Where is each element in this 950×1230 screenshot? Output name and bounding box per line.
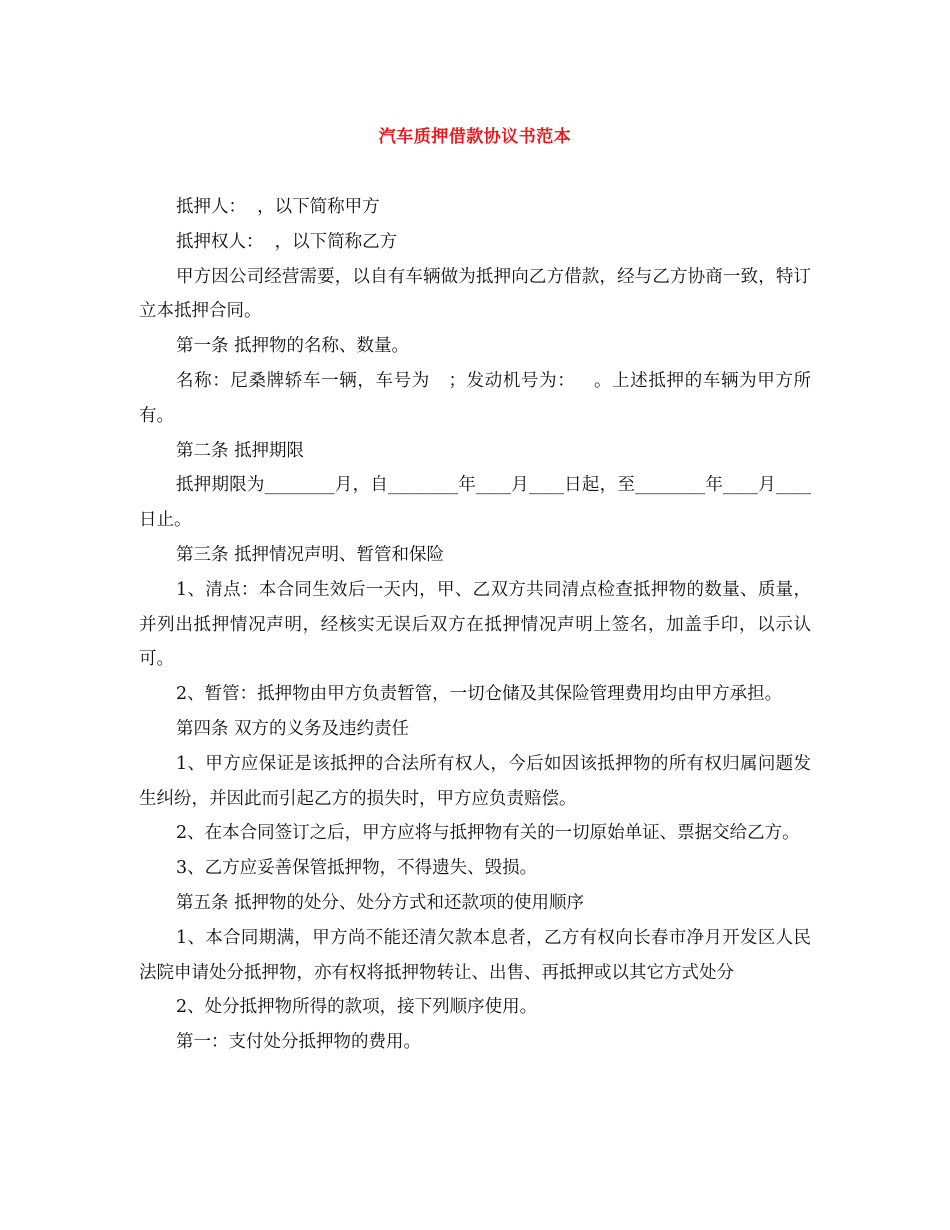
paragraph-intro: 甲方因公司经营需要，以自有车辆做为抵押向乙方借款，经与乙方协商一致，特订立本抵押合同。 (139, 266, 811, 322)
document-title: 汽车质押借款协议书范本 (378, 127, 572, 147)
article-4-item-2: 2、在本合同签订之后，甲方应将与抵押物有关的一切原始单证、票据交给乙方。 (176, 823, 800, 844)
article-1-heading: 第一条 抵押物的名称、数量。 (176, 336, 410, 357)
document-body (139, 190, 811, 1060)
article-5-heading: 第五条 抵押物的处分、处分方式和还款项的使用顺序 (176, 892, 585, 913)
article-4-item-3: 3、乙方应妥善保管抵押物，不得遗失、毁损。 (176, 858, 538, 879)
paragraph-pledger: 抵押人： ，以下简称甲方 (176, 197, 380, 217)
paragraph-pledgee: 抵押权人： ，以下简称乙方 (176, 231, 398, 252)
article-4-item-1: 1、甲方应保证是该抵押的合法所有权人，今后如因该抵押物的所有权归属问题发生纠纷，并因此而引起乙方的损失时，甲方应负责赔偿。 (139, 753, 811, 809)
article-3-item-2: 2、暂管：抵押物由甲方负责暂管，一切仓储及其保险管理费用均由甲方承担。 (176, 684, 783, 705)
article-3-item-1: 1、清点：本合同生效后一天内，甲、乙双方共同清点检查抵押物的数量、质量，并列出抵押情况声明，经核实无误后双方在抵押情况声明上签名，加盖手印，以示认可。 (139, 579, 811, 670)
article-5-item-1: 1、本合同期满，甲方尚不能还清欠款本息者，乙方有权向长春市净月开发区人民法院申请处分抵押物，亦有权将抵押物转让、出售、再抵押或以其它方式处分 (139, 927, 811, 983)
article-5-item-2: 2、处分抵押物所得的款项，接下列顺序使用。 (176, 997, 538, 1018)
article-2-text: 抵押期限为________月，自________年____月____日起，至________年____月____日止。 (139, 475, 811, 531)
article-4-heading: 第四条 双方的义务及违约责任 (176, 718, 410, 739)
article-2-heading: 第二条 抵押期限 (176, 440, 305, 461)
article-1-text: 名称：尼桑牌轿车一辆，车号为 ；发动机号为： 。上述抵押的车辆为甲方所有。 (139, 370, 811, 426)
article-3-heading: 第三条 抵押情况声明、暂管和保险 (176, 544, 445, 565)
article-5-order-1: 第一：支付处分抵押物的费用。 (176, 1032, 421, 1053)
